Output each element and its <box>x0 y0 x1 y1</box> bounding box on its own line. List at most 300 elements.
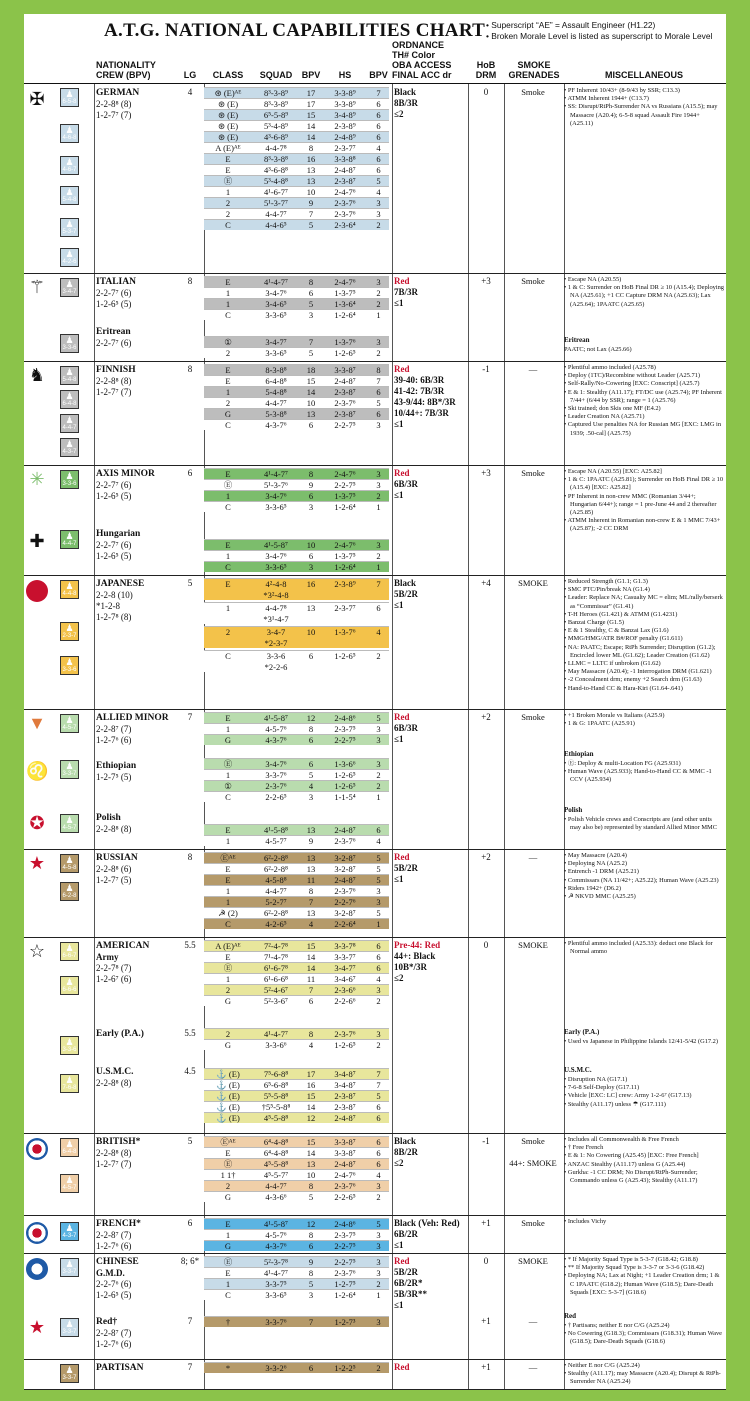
chinese-cell-class: Ⓔ <box>223 1257 233 1267</box>
chinese-cell-bpv: 9 <box>308 1257 314 1267</box>
allied-ordnance-line: Red <box>394 712 410 722</box>
partisan-name: PARTISAN <box>96 1363 144 1373</box>
chinese-cell-hs-bpv: 2 <box>376 1279 381 1289</box>
french-cell-hs-bpv: 5 <box>376 1219 381 1229</box>
partisan-misc-item: • Neither E nor C/G (A25.24) <box>564 1362 724 1370</box>
french-misc <box>564 1218 724 1226</box>
ethiopian-lion-icon: ♌ <box>26 761 49 781</box>
german-cell-class: ⊛ (E)ᴬᴱ <box>214 88 242 98</box>
german-cell-hs: 3-3-8⁸ <box>334 154 356 164</box>
header-ordnance <box>392 40 452 80</box>
german-cell-squad: 4-4-7⁸ <box>265 143 287 153</box>
axis-name: AXIS MINOR <box>96 469 155 479</box>
finnish-counter-value: 4-4-7 <box>62 425 77 431</box>
russian-cell-hs-bpv: 5 <box>376 908 381 918</box>
column-divider <box>94 84 95 273</box>
soldier-figure-icon: ♟ <box>65 391 74 401</box>
italian-fasces-icon: ⚚ <box>28 277 46 297</box>
ethiopian-misc-item: • Human Wave (A25.933); Hand-to-Hand CC & MMC -1 CCV (A25.934) <box>564 768 724 784</box>
german-smoke: Smoke <box>521 87 545 97</box>
soldier-figure-icon: ♟ <box>65 279 74 289</box>
russian-star-icon: ★ <box>28 853 46 873</box>
british-cell-squad: 4-4-7⁷ <box>265 1181 287 1191</box>
ethiopian-subheading: Ethiopian <box>564 750 594 758</box>
russian-squad-row <box>204 918 389 929</box>
column-divider <box>504 1254 505 1359</box>
american-cell-bpv: 4 <box>308 1040 314 1050</box>
finnish-cell-squad: 8-3-8⁸ <box>265 365 287 375</box>
italian-counter <box>60 334 79 353</box>
russian-misc <box>564 852 724 901</box>
axis-cell-bpv: 9 <box>308 480 314 490</box>
partisan-cell-class: * <box>225 1363 231 1373</box>
german-cell-hs: 3-3-8⁹ <box>334 88 356 98</box>
italian-squad-row <box>204 276 389 287</box>
axis-cell-hs: 1-3-7⁵ <box>334 551 356 561</box>
finnish-hob: -1 <box>482 364 490 374</box>
japanese-cell-squad: 3-3-6 *2-2-6 <box>264 651 288 672</box>
russian-squad-row <box>204 852 389 863</box>
russian-squad-row <box>204 907 389 918</box>
soldier-figure-icon: ♟ <box>65 1259 74 1269</box>
eritrean-misc: PAATC; not Lax (A25.66) <box>564 346 632 353</box>
japanese-misc-item: • Banzai Charge (G1.5) <box>564 619 724 627</box>
french-cell-hs: 2-4-8⁶ <box>334 1219 356 1229</box>
german-misc <box>564 87 724 128</box>
german-cell-hs: 2-3-7⁶ <box>334 198 356 208</box>
british-cell-squad: 4-3-6⁶ <box>265 1192 287 1202</box>
british-name: BRITISH* <box>96 1137 141 1147</box>
italian-cell-bpv: 6 <box>308 288 314 298</box>
column-divider <box>392 84 393 273</box>
german-misc-item: • SS: Disrupt/RtPh-Surrender NA vs Russians (A15.5); may Massacre (A20.4); 6-5-8 squad Assault Fire 1944+ (A25.11) <box>564 103 724 128</box>
axis-cell-squad: 3-3-6⁵ <box>265 502 287 512</box>
japanese-name: JAPANESE <box>96 579 145 589</box>
ethiopian-misc-item: • Ⓔ: Deploy & multi-Location FG (A25.931) <box>564 760 724 768</box>
soldier-figure-icon: ♟ <box>65 581 74 591</box>
hungarian-crew: 2-2-7⁷ (6) <box>96 540 132 550</box>
allied-cell-bpv: 9 <box>308 836 314 846</box>
british-squad-row <box>204 1180 389 1191</box>
german-cell-class: 1 <box>225 187 231 197</box>
french-nationality <box>96 1218 141 1252</box>
red-chinese-nationality <box>96 1316 131 1350</box>
russian-smoke: — <box>528 852 538 862</box>
axis-squad-row <box>204 479 389 490</box>
french-ordnance-line: ≤1 <box>394 1240 404 1250</box>
soldier-figure-icon: ♟ <box>65 1319 74 1329</box>
russian-nationality <box>96 852 138 886</box>
allied-cell-class: E <box>225 825 231 835</box>
american-cell-hs: 2-3-6⁶ <box>334 985 356 995</box>
finnish-cell-hs: 2-4-8⁷ <box>334 376 356 386</box>
japanese-misc-item: • May Massacre (A20.4); -1 Interrogation DRM (G1.621) <box>564 668 724 676</box>
chinese-cell-class: † <box>225 1317 231 1327</box>
german-misc-item: • ATMM Inherent 1944+ (C13.7) <box>564 95 724 103</box>
german-counter-value: 4-2-6 <box>62 259 77 265</box>
column-divider <box>468 362 469 465</box>
red-chinese-misc-item: • † Partisans; neither E nor C/G (A25.24) <box>564 1322 724 1330</box>
american-cell-hs-bpv: 6 <box>376 1102 381 1112</box>
german-cell-hs-bpv: 6 <box>376 121 381 131</box>
section-german <box>24 84 726 274</box>
american-cell-class: ⚓ (E) <box>216 1102 240 1112</box>
german-counter <box>60 124 79 143</box>
russian-ordnance-line: ≤1 <box>394 874 404 884</box>
american-smoke: SMOKE <box>518 940 548 950</box>
british-misc-item: • Includes all Commonwealth & Free French <box>564 1136 724 1144</box>
column-divider <box>504 850 505 937</box>
column-divider <box>468 938 469 1133</box>
british-crew: 1-2-7⁷ (7) <box>96 1159 132 1169</box>
chinese-misc-item: • * If Majority Squad Type is 5-3-7 (G18.42; G18.8) <box>564 1256 724 1264</box>
axis-cell-bpv: 10 <box>306 540 316 550</box>
german-cell-squad: 6⁵-5-8⁹ <box>263 110 289 120</box>
german-squad-row <box>204 131 389 142</box>
german-cell-bpv: 9 <box>308 198 314 208</box>
early-pa-subheading: Early (P.A.) <box>564 1028 600 1036</box>
early-pa-nationality <box>96 1028 144 1040</box>
partisan-cell-hs-bpv: 2 <box>376 1363 381 1373</box>
ethiopian-crew: 1-2-7⁵ (5) <box>96 772 132 782</box>
column-divider <box>392 710 393 849</box>
polish-name: Polish <box>96 813 121 823</box>
german-squad-row <box>204 98 389 109</box>
american-ordnance-line: 44+: Black <box>394 951 436 961</box>
soldier-figure-icon: ♟ <box>65 471 74 481</box>
allied-ordnance-line: 6B/3R <box>394 723 419 733</box>
allied-counter <box>60 814 79 833</box>
usmc-lg: 4.5 <box>184 1066 196 1076</box>
japanese-cell-hs: 1-2-6⁵ <box>334 651 356 661</box>
german-crew: 1-2-7⁷ (7) <box>96 110 132 120</box>
japanese-ordnance <box>394 578 418 611</box>
russian-cell-hs: 3-2-8⁷ <box>334 908 356 918</box>
soldier-figure-icon: ♟ <box>65 1365 74 1375</box>
finnish-misc-item: • Self-Rally/No-Cowering [EXC: Conscript] (A25.7) <box>564 380 724 388</box>
american-cell-bpv: 8 <box>308 1029 314 1039</box>
finnish-cell-class: 1 <box>225 387 231 397</box>
german-cell-bpv: 13 <box>306 165 316 175</box>
axis-misc <box>564 468 724 534</box>
russian-cell-hs: 2-4-8⁷ <box>334 875 356 885</box>
finnish-cell-class: E <box>225 365 231 375</box>
french-ordnance-line: Black (Veh: Red) <box>394 1218 460 1228</box>
german-cell-hs-bpv: 3 <box>376 209 381 219</box>
section-finnish <box>24 362 726 466</box>
french-cell-hs-bpv: 3 <box>376 1241 381 1251</box>
column-divider <box>504 362 505 465</box>
allied-cell-hs: 2-2-7⁵ <box>334 735 356 745</box>
italian-misc-item: • 1 & C: Surrender on HoB Final DR ≥ 10 (A15.4); Deploying NA (A25.61); +1 CC Capture DRM NA (A25.63); Lax (A25.64); 1PAATC (A25.65) <box>564 284 724 309</box>
british-cell-hs: 2-3-7⁶ <box>334 1181 356 1191</box>
soldier-figure-icon: ♟ <box>65 415 74 425</box>
section-axis <box>24 466 726 576</box>
allied-cell-bpv: 5 <box>308 770 314 780</box>
finnish-cell-squad: 4-3-7⁶ <box>265 420 287 430</box>
american-cell-squad: 7²-4-7⁸ <box>264 941 288 951</box>
allied-counter-value: 4-5-7 <box>62 825 77 831</box>
american-cell-class: G <box>224 1040 232 1050</box>
russian-cell-bpv: 13 <box>306 864 316 874</box>
japanese-misc-item: • Leader: Replace NA; Casualty MC = elim; ML/rally/berserk as “Commissar” (G1.41) <box>564 594 724 610</box>
american-squad-row <box>204 973 389 984</box>
finnish-counter <box>60 438 79 457</box>
italian-counter <box>60 278 79 297</box>
german-cell-class: E <box>225 165 231 175</box>
british-cell-squad: 6⁴-4-8⁸ <box>263 1137 289 1147</box>
russian-cell-bpv: 8 <box>308 886 314 896</box>
russian-cell-bpv: 13 <box>306 908 316 918</box>
italian-misc <box>564 276 724 309</box>
italian-cell-hs: 1-3-7⁶ <box>334 337 356 347</box>
russian-cell-hs-bpv: 1 <box>376 919 381 929</box>
russian-cell-bpv: 4 <box>308 919 314 929</box>
column-divider <box>392 1254 393 1359</box>
column-divider <box>468 1134 469 1215</box>
allied-cell-hs-bpv: 3 <box>376 759 381 769</box>
axis-cell-hs: 1-2-6⁴ <box>334 502 356 512</box>
american-cell-squad: 7⁵-6-8⁸ <box>263 1069 289 1079</box>
finnish-cell-hs-bpv: 3 <box>376 420 381 430</box>
italian-hob: +3 <box>481 276 491 286</box>
russian-cell-hs: 2-2-7⁶ <box>334 897 356 907</box>
american-cell-hs-bpv: 3 <box>376 985 381 995</box>
german-cell-hs: 2-3-8⁷ <box>334 176 356 186</box>
chinese-cell-squad: 4¹-4-7⁷ <box>264 1268 288 1278</box>
chinese-cell-hs: 1-2-7³ <box>334 1317 356 1327</box>
partisan-lg: 7 <box>187 1362 193 1372</box>
finnish-cell-hs-bpv: 5 <box>376 398 381 408</box>
italian-cell-hs: 1-2-6⁵ <box>334 348 356 358</box>
finnish-counter-value: 6-4-8 <box>62 401 77 407</box>
axis-crew: 1-2-6⁵ (5) <box>96 491 132 501</box>
soldier-figure-icon: ♟ <box>65 89 74 99</box>
french-cell-bpv: 8 <box>308 1230 314 1240</box>
allied-cell-hs-bpv: 3 <box>376 735 381 745</box>
soldier-figure-icon: ♟ <box>65 883 74 893</box>
allied-counter <box>60 760 79 779</box>
allied-squad-row <box>204 835 389 846</box>
japanese-cell-bpv: 13 <box>306 603 316 613</box>
british-cell-squad: 4⁵-5-7⁷ <box>263 1170 289 1180</box>
german-cell-class: ⊛ (E) <box>217 121 239 131</box>
russian-crew: 2-2-8⁸ (6) <box>96 864 132 874</box>
japanese-cell-squad: 4²-4-8 *3²-4-8 <box>263 579 289 600</box>
japanese-cell-hs: 1-3-7⁶ <box>334 627 356 637</box>
soldier-figure-icon: ♟ <box>65 1037 74 1047</box>
russian-counter <box>60 882 79 901</box>
axis-ordnance-line: ≤1 <box>394 490 404 500</box>
american-cell-squad: 5²-3-6⁷ <box>264 996 288 1006</box>
french-cell-class: E <box>225 1219 231 1229</box>
finnish-cell-hs: 2-3-7⁶ <box>334 398 356 408</box>
german-cell-hs-bpv: 6 <box>376 132 381 142</box>
french-ordnance <box>394 1218 460 1251</box>
british-cell-bpv: 15 <box>306 1137 316 1147</box>
column-divider <box>504 84 505 273</box>
axis-hob: +3 <box>481 468 491 478</box>
axis-ordnance-line: 6B/3R <box>394 479 419 489</box>
russian-cell-hs-bpv: 5 <box>376 853 381 863</box>
italian-cell-bpv: 5 <box>308 348 314 358</box>
allied-hob: +2 <box>481 712 491 722</box>
german-counter-value: 4-6-7 <box>62 167 77 173</box>
chinese-name: CHINESE <box>96 1257 139 1267</box>
japanese-misc <box>564 578 724 693</box>
german-ordnance-line: 8B/3R <box>394 98 419 108</box>
italian-nationality <box>96 276 136 310</box>
american-counter-value: 7-6-8 <box>62 1085 77 1091</box>
italian-cell-bpv: 5 <box>308 299 314 309</box>
header-bpv: BPV <box>301 70 321 80</box>
italian-cell-bpv: 8 <box>308 277 314 287</box>
american-cell-class: ⚓ (E) <box>216 1113 240 1123</box>
finnish-misc-item: • Leader Creation NA (A25.71) <box>564 413 724 421</box>
chinese-cell-hs-bpv: 3 <box>376 1257 381 1267</box>
japanese-ordnance-line: Black <box>394 578 417 588</box>
allied-cell-hs-bpv: 5 <box>376 713 381 723</box>
german-cell-hs-bpv: 5 <box>376 176 381 186</box>
early-pa-name: Early (P.A.) <box>96 1029 144 1039</box>
red-chinese-misc <box>564 1322 724 1347</box>
russian-cell-class: 1 <box>225 886 231 896</box>
axis-counter-value: 3-3-6 <box>62 481 77 487</box>
american-ordnance-line: Pre-44: Red <box>394 940 441 950</box>
header-ordnance-l1: ORDNANCE <box>392 40 445 50</box>
axis-cell-class: E <box>225 540 231 550</box>
french-squad-row <box>204 1229 389 1240</box>
american-cell-class: A (E)ᴬᴱ <box>215 941 241 951</box>
column-divider <box>504 1134 505 1215</box>
american-cell-hs-bpv: 2 <box>376 1040 381 1050</box>
russian-cell-hs-bpv: 3 <box>376 886 381 896</box>
polish-nationality <box>96 812 131 835</box>
allied-squad-row <box>204 769 389 780</box>
american-squad-row <box>204 1090 389 1101</box>
finnish-cell-hs: 2-2-7⁵ <box>334 420 356 430</box>
chinese-squad-row <box>204 1289 389 1300</box>
eritrean-crew: 2-2-7⁷ (6) <box>96 338 132 348</box>
column-divider <box>504 938 505 1133</box>
japanese-misc-item: • NA: PAATC; Escape; RtPh Surrender; Disruption (G1.2); Encircled lower ML (G1.62); Leader Creation (G1.62) <box>564 644 724 660</box>
american-cell-bpv: 6 <box>308 996 314 1006</box>
eritrean-name: Eritrean <box>96 327 131 337</box>
german-squad-row <box>204 197 389 208</box>
ethiopian-misc <box>564 760 724 785</box>
section-allied <box>24 710 726 850</box>
german-cell-bpv: 8 <box>308 143 314 153</box>
russian-cell-squad: 4-4-7⁷ <box>265 886 287 896</box>
axis-squad-row <box>204 490 389 501</box>
russian-cell-class: 1 <box>225 897 231 907</box>
japanese-cell-hs: 2-3-7⁷ <box>334 603 356 613</box>
allied-misc-item: • 1 & G: 1PAATC (A25.91) <box>564 720 724 728</box>
german-counter-value: 4-6-8 <box>62 135 77 141</box>
british-squad-row <box>204 1136 389 1147</box>
russian-squad-row <box>204 885 389 896</box>
axis-squad-row <box>204 468 389 479</box>
german-cell-squad: 4³-6-8⁹ <box>264 132 288 142</box>
japanese-misc-item: • -2 Concealment drm; enemy +2 Search drm (G1.63) <box>564 676 724 684</box>
german-cell-hs-bpv: 7 <box>376 88 381 98</box>
italian-name: ITALIAN <box>96 277 136 287</box>
italian-cell-class: 1 <box>225 299 231 309</box>
usmc-subheading: U.S.M.C. <box>564 1066 592 1074</box>
finnish-cell-squad: 4-4-7⁷ <box>265 398 287 408</box>
german-squad-row <box>204 109 389 120</box>
allied-counter-value: 4-5-7 <box>62 725 77 731</box>
american-cell-squad: 4¹-4-7⁷ <box>264 1029 288 1039</box>
german-cell-class: 2 <box>225 198 231 208</box>
german-cell-squad: 4-4-6⁵ <box>265 220 287 230</box>
finnish-squad-row <box>204 364 389 375</box>
chinese-cell-class: 1 <box>225 1279 231 1289</box>
allied-counter <box>60 714 79 733</box>
italian-cell-hs-bpv: 2 <box>376 299 381 309</box>
allied-squad-row <box>204 712 389 723</box>
german-cell-hs-bpv: 6 <box>376 154 381 164</box>
allied-cell-hs: 1-3-6⁶ <box>334 759 356 769</box>
soldier-figure-icon: ♟ <box>65 1139 74 1149</box>
axis-cell-hs: 2-2-7⁵ <box>334 480 356 490</box>
french-cell-hs: 2-3-7⁵ <box>334 1230 356 1240</box>
japanese-cell-class: C <box>225 651 231 661</box>
header-smoke <box>504 60 564 80</box>
british-squad-row <box>204 1169 389 1180</box>
french-crew: 2-2-8⁷ (7) <box>96 1230 132 1240</box>
american-counter <box>60 976 79 995</box>
italian-cell-class: 1 <box>225 288 231 298</box>
italian-squad-row <box>204 336 389 347</box>
red-chinese-misc-item: • No Cowering (G18.3); Commissars (G18.31); Human Wave (G18.5); Dare-Death Squads (G18.6) <box>564 1330 724 1346</box>
finnish-misc <box>564 364 724 438</box>
soldier-figure-icon: ♟ <box>65 715 74 725</box>
american-squad-row <box>204 1079 389 1090</box>
chinese-counter-value: 3-3-7 <box>62 1329 77 1335</box>
column-divider <box>94 362 95 465</box>
british-squad-row <box>204 1158 389 1169</box>
italian-crew: 1-2-6⁵ (5) <box>96 299 132 309</box>
italian-cell-bpv: 3 <box>308 310 314 320</box>
american-counter <box>60 1074 79 1093</box>
russian-cell-class: E <box>225 864 231 874</box>
american-star-icon: ☆ <box>28 941 46 961</box>
allied-cell-hs: 2-3-7⁶ <box>334 836 356 846</box>
allied-squad-row <box>204 780 389 791</box>
italian-squad-row <box>204 298 389 309</box>
german-cell-hs: 2-3-6⁴ <box>334 220 356 230</box>
american-cell-hs: 3-3-7⁷ <box>334 952 356 962</box>
russian-cell-hs-bpv: 5 <box>376 864 381 874</box>
column-divider <box>94 274 95 361</box>
american-cell-squad: 5⁵-5-8⁸ <box>263 1091 289 1101</box>
american-cell-bpv: 11 <box>306 974 316 984</box>
american-cell-squad: 6¹-6-6⁸ <box>264 974 288 984</box>
german-cell-squad: 8³-3-8⁹ <box>264 99 288 109</box>
red-chinese-lg: 7 <box>187 1316 193 1326</box>
soldier-figure-icon: ♟ <box>65 187 74 197</box>
american-cell-hs-bpv: 6 <box>376 941 381 951</box>
italian-cell-class: C <box>225 310 231 320</box>
column-divider <box>468 274 469 361</box>
allied-smoke: Smoke <box>521 712 545 722</box>
american-cell-hs-bpv: 4 <box>376 974 381 984</box>
usmc-misc-item: • Vehicle [EXC: LC] crew: Army 1-2-6⁷ (G17.13) <box>564 1092 724 1100</box>
chinese-counter-value: 3-3-7 <box>62 1269 77 1275</box>
american-squad-row <box>204 962 389 973</box>
finnish-cell-class: 2 <box>225 398 231 408</box>
